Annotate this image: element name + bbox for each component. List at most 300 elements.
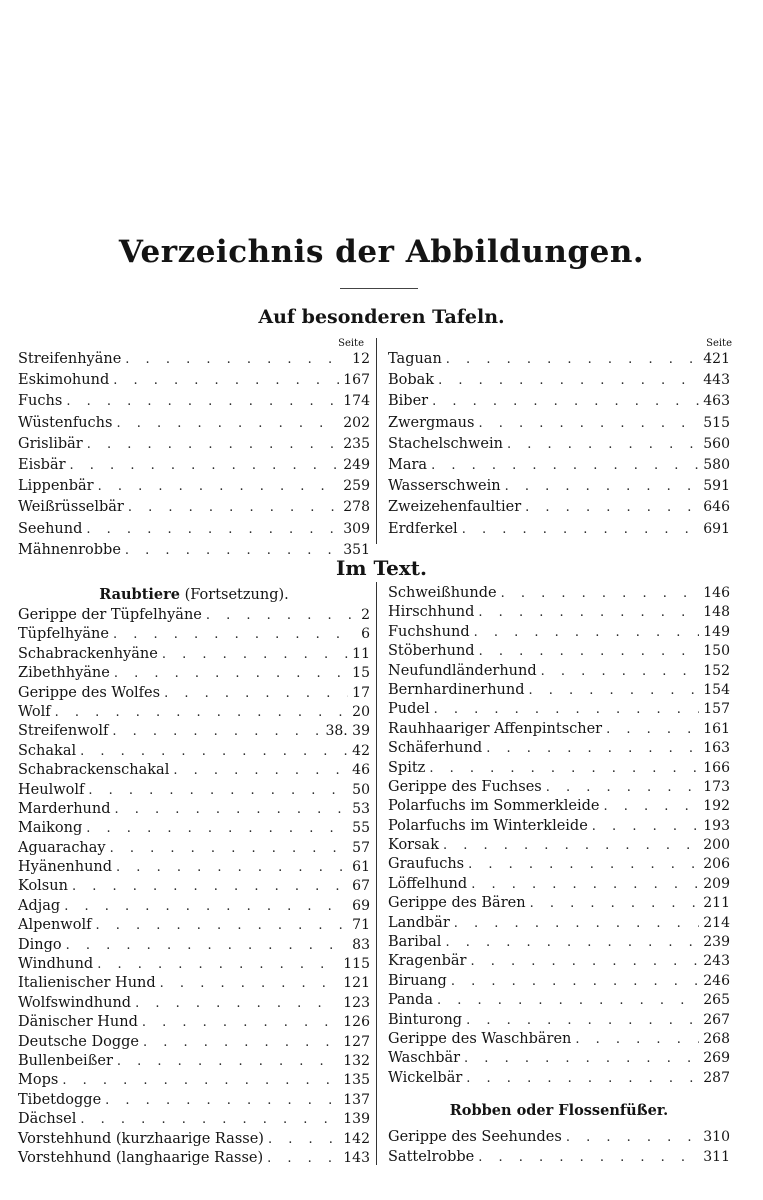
title-rule bbox=[340, 288, 418, 289]
entry-name: Fuchs bbox=[18, 393, 63, 410]
entry-page-number: 53 bbox=[352, 800, 370, 817]
dot-leader bbox=[462, 519, 700, 540]
entry-name: Lippenbär bbox=[18, 478, 94, 495]
index-entry bbox=[388, 349, 730, 370]
dot-leader bbox=[62, 1071, 339, 1090]
index-entry bbox=[18, 722, 370, 741]
entry-page-number: 174 bbox=[343, 393, 370, 410]
entry-page-number: 211 bbox=[703, 895, 730, 912]
entry-name: Schabrackenhyäne bbox=[18, 645, 158, 662]
index-entry bbox=[18, 349, 370, 370]
index-entry bbox=[18, 703, 370, 722]
entry-page-number: 142 bbox=[343, 1130, 370, 1147]
dot-leader bbox=[113, 370, 339, 391]
dot-leader bbox=[95, 916, 348, 935]
index-entry bbox=[388, 497, 730, 518]
dot-leader bbox=[451, 972, 699, 991]
dot-leader bbox=[64, 897, 348, 916]
entry-name: Biber bbox=[388, 393, 429, 410]
entry-name: Schäferhund bbox=[388, 740, 483, 757]
index-entry bbox=[388, 778, 730, 797]
index-entry bbox=[388, 1069, 730, 1088]
entry-name: Hirschhund bbox=[388, 604, 475, 621]
entry-name: Mähnenrobbe bbox=[18, 541, 121, 558]
dot-leader bbox=[80, 742, 348, 761]
entry-name: Aguarachay bbox=[18, 839, 106, 856]
index-entry bbox=[18, 370, 370, 391]
entry-page-number: 646 bbox=[703, 499, 730, 516]
entry-name: Gerippe des Waschbären bbox=[388, 1030, 572, 1047]
dot-leader bbox=[113, 625, 357, 644]
dot-leader bbox=[478, 413, 699, 434]
entry-page-number: 154 bbox=[703, 681, 730, 698]
index-entry bbox=[18, 974, 370, 993]
index-entry bbox=[388, 700, 730, 719]
entry-page-number: 15 bbox=[352, 665, 370, 682]
index-entry bbox=[18, 955, 370, 974]
entry-name: Italienischer Hund bbox=[18, 975, 156, 992]
entry-name: Bullenbeißer bbox=[18, 1052, 113, 1069]
index-entry bbox=[18, 819, 370, 838]
index-entry bbox=[388, 972, 730, 991]
page-label-right: Seite bbox=[706, 338, 732, 349]
dot-leader bbox=[105, 1091, 339, 1110]
index-entry bbox=[388, 952, 730, 971]
entry-name: Gerippe des Bären bbox=[388, 895, 526, 912]
entry-page-number: 200 bbox=[703, 837, 730, 854]
text-entries-right bbox=[388, 584, 730, 1088]
entry-name: Seehund bbox=[18, 520, 83, 537]
entry-page-number: 20 bbox=[352, 703, 370, 720]
dot-leader bbox=[446, 349, 699, 370]
entry-name: Dächsel bbox=[18, 1111, 77, 1128]
entry-name: Wolf bbox=[18, 703, 51, 720]
entry-page-number: 12 bbox=[352, 351, 370, 367]
index-entry bbox=[388, 914, 730, 933]
dot-leader bbox=[55, 703, 349, 722]
entry-name: Baribal bbox=[388, 934, 442, 951]
index-entry bbox=[18, 1110, 370, 1129]
entry-name: Marderhund bbox=[18, 800, 111, 817]
dot-leader bbox=[110, 839, 349, 858]
dot-leader bbox=[431, 455, 699, 476]
dot-leader bbox=[575, 1030, 699, 1049]
plates-list-left bbox=[18, 349, 370, 561]
dot-leader bbox=[466, 1069, 699, 1088]
index-entry bbox=[18, 761, 370, 780]
entry-page-number: 150 bbox=[703, 643, 730, 660]
entry-name: Alpenwolf bbox=[18, 917, 92, 934]
index-entry bbox=[18, 742, 370, 761]
dot-leader bbox=[267, 1149, 339, 1168]
index-entry bbox=[18, 476, 370, 497]
entry-page-number: 515 bbox=[703, 414, 730, 431]
dot-leader bbox=[206, 606, 357, 625]
entry-name: Mops bbox=[18, 1072, 59, 1089]
dot-leader bbox=[66, 391, 339, 412]
index-entry bbox=[18, 684, 370, 703]
entry-page-number: 246 bbox=[703, 972, 730, 989]
entry-page-number: 193 bbox=[703, 817, 730, 834]
dot-leader bbox=[470, 952, 699, 971]
dot-leader bbox=[566, 1128, 699, 1147]
index-entry bbox=[18, 497, 370, 518]
index-entry bbox=[18, 519, 370, 540]
text-entries-right-after bbox=[388, 1128, 730, 1167]
dot-leader bbox=[98, 476, 340, 497]
entry-name: Vorstehhund (kurzhaarige Rasse) bbox=[18, 1130, 264, 1147]
dot-leader bbox=[546, 778, 700, 797]
entry-name: Erdferkel bbox=[388, 520, 458, 537]
index-entry bbox=[18, 877, 370, 896]
entry-name: Schakal bbox=[18, 742, 77, 759]
index-entry bbox=[18, 606, 370, 625]
entry-name: Eskimohund bbox=[18, 372, 110, 389]
entry-page-number: 287 bbox=[703, 1069, 730, 1086]
dot-leader bbox=[486, 739, 699, 758]
index-entry bbox=[388, 434, 730, 455]
entry-page-number: 591 bbox=[703, 478, 730, 495]
dot-leader bbox=[268, 1130, 339, 1149]
entry-page-number: 148 bbox=[703, 604, 730, 621]
index-entry bbox=[18, 1052, 370, 1071]
column-divider-plates bbox=[376, 338, 377, 544]
entry-name: Rauhhaariger Affenpintscher bbox=[388, 720, 603, 737]
entry-name: Schweißhunde bbox=[388, 585, 497, 601]
left-subhead bbox=[18, 584, 370, 606]
index-entry bbox=[388, 720, 730, 739]
dot-leader bbox=[501, 584, 700, 603]
index-entry bbox=[388, 519, 730, 540]
entry-name: Gerippe des Seehundes bbox=[388, 1129, 562, 1146]
entry-page-number: 38. 39 bbox=[325, 723, 370, 740]
dot-leader bbox=[86, 519, 339, 540]
entry-name: Dänischer Hund bbox=[18, 1014, 138, 1031]
index-entry bbox=[18, 455, 370, 476]
entry-name: Wolfswindhund bbox=[18, 994, 132, 1011]
entry-name: Hyänenhund bbox=[18, 859, 113, 876]
entry-name: Streifenwolf bbox=[18, 723, 109, 740]
index-entry bbox=[18, 781, 370, 800]
entry-page-number: 243 bbox=[703, 953, 730, 970]
entry-page-number: 61 bbox=[352, 859, 370, 876]
entry-page-number: 42 bbox=[352, 742, 370, 759]
index-entry bbox=[388, 370, 730, 391]
entry-name: Sattelrobbe bbox=[388, 1148, 475, 1165]
entry-page-number: 71 bbox=[352, 917, 370, 934]
entry-name: Korsak bbox=[388, 837, 439, 854]
entry-page-number: 214 bbox=[703, 914, 730, 931]
entry-name: Stachelschwein bbox=[388, 435, 503, 452]
entry-name: Wüstenfuchs bbox=[18, 414, 113, 431]
dot-leader bbox=[541, 662, 700, 681]
dot-leader bbox=[162, 645, 348, 664]
dot-leader bbox=[604, 797, 700, 816]
index-entry bbox=[18, 625, 370, 644]
index-entry bbox=[388, 603, 730, 622]
index-entry bbox=[18, 391, 370, 412]
entry-page-number: 580 bbox=[703, 456, 730, 473]
entry-page-number: 173 bbox=[703, 778, 730, 795]
dot-leader bbox=[478, 603, 699, 622]
entry-name: Zibethhyäne bbox=[18, 665, 110, 682]
index-entry bbox=[18, 994, 370, 1013]
entry-page-number: 278 bbox=[343, 499, 370, 516]
index-entry bbox=[388, 455, 730, 476]
entry-name: Polarfuchs im Sommerkleide bbox=[388, 798, 600, 815]
entry-name: Gerippe des Wolfes bbox=[18, 684, 161, 701]
dot-leader bbox=[114, 664, 348, 683]
entry-page-number: 309 bbox=[343, 520, 370, 537]
index-entry bbox=[388, 476, 730, 497]
dot-leader bbox=[478, 1148, 699, 1167]
index-entry bbox=[388, 933, 730, 952]
text-list-right bbox=[388, 584, 730, 1167]
index-entry bbox=[388, 391, 730, 412]
index-entry bbox=[388, 991, 730, 1010]
dot-leader bbox=[116, 858, 348, 877]
index-entry bbox=[18, 916, 370, 935]
dot-leader bbox=[87, 434, 340, 455]
entry-name: Gerippe der Tüpfelhyäne bbox=[18, 607, 202, 623]
index-entry bbox=[388, 797, 730, 816]
index-entry bbox=[18, 1071, 370, 1090]
entry-name: Vorstehhund (langhaarige Rasse) bbox=[18, 1149, 264, 1166]
index-entry bbox=[18, 1130, 370, 1149]
entry-page-number: 157 bbox=[703, 701, 730, 718]
entry-page-number: 268 bbox=[703, 1030, 730, 1047]
dot-leader bbox=[66, 936, 349, 955]
dot-leader bbox=[173, 761, 348, 780]
index-entry bbox=[18, 1033, 370, 1052]
entry-page-number: 149 bbox=[703, 623, 730, 640]
entry-name: Eisbär bbox=[18, 456, 66, 473]
index-entry bbox=[388, 413, 730, 434]
dot-leader bbox=[468, 855, 699, 874]
entry-name: Neufundländerhund bbox=[388, 662, 537, 679]
dot-leader bbox=[128, 497, 339, 518]
dot-leader bbox=[125, 349, 348, 370]
entry-page-number: 209 bbox=[703, 875, 730, 892]
entry-name: Binturong bbox=[388, 1011, 463, 1028]
entry-page-number: 123 bbox=[343, 994, 370, 1011]
entry-page-number: 560 bbox=[703, 435, 730, 452]
entry-page-number: 146 bbox=[703, 585, 730, 601]
entry-page-number: 126 bbox=[343, 1014, 370, 1031]
dot-leader bbox=[429, 759, 699, 778]
dot-leader bbox=[507, 434, 699, 455]
entry-page-number: 137 bbox=[343, 1091, 370, 1108]
index-entry bbox=[18, 434, 370, 455]
dot-leader bbox=[434, 700, 700, 719]
index-entry bbox=[388, 739, 730, 758]
entry-name: Gerippe des Fuchses bbox=[388, 778, 542, 795]
entry-name: Wickelbär bbox=[388, 1069, 463, 1086]
column-divider-text bbox=[376, 582, 377, 1165]
entry-page-number: 235 bbox=[343, 435, 370, 452]
entry-name: Weißrüsselbär bbox=[18, 499, 124, 516]
dot-leader bbox=[529, 681, 700, 700]
index-entry bbox=[18, 413, 370, 434]
entry-page-number: 57 bbox=[352, 839, 370, 856]
dot-leader bbox=[474, 623, 700, 642]
index-entry bbox=[388, 1128, 730, 1147]
entry-name: Landbär bbox=[388, 914, 450, 931]
index-entry bbox=[388, 894, 730, 913]
entry-name: Bobak bbox=[388, 372, 435, 389]
entry-name: Stöberhund bbox=[388, 643, 475, 660]
index-entry bbox=[388, 875, 730, 894]
index-entry bbox=[388, 642, 730, 661]
dot-leader bbox=[86, 819, 348, 838]
dot-leader bbox=[592, 817, 699, 836]
dot-leader bbox=[530, 894, 700, 913]
entry-page-number: 206 bbox=[703, 856, 730, 873]
index-entry bbox=[388, 584, 730, 603]
entry-page-number: 67 bbox=[352, 878, 370, 895]
entry-name: Zweizehenfaultier bbox=[388, 499, 522, 516]
index-entry bbox=[18, 1013, 370, 1032]
dot-leader bbox=[117, 1052, 339, 1071]
entry-page-number: 310 bbox=[703, 1129, 730, 1146]
dot-leader bbox=[432, 391, 699, 412]
index-entry bbox=[18, 1091, 370, 1110]
index-entry bbox=[18, 858, 370, 877]
entry-page-number: 135 bbox=[343, 1072, 370, 1089]
entry-name: Deutsche Dogge bbox=[18, 1033, 139, 1050]
entry-name: Spitz bbox=[388, 759, 426, 776]
index-entry bbox=[18, 645, 370, 664]
entry-page-number: 2 bbox=[361, 607, 370, 623]
entry-page-number: 121 bbox=[343, 975, 370, 992]
entry-name: Panda bbox=[388, 992, 434, 1009]
entry-name: Wasserschwein bbox=[388, 478, 501, 495]
dot-leader bbox=[135, 994, 339, 1013]
right-subhead-label: Robben oder Flossenfüßer. bbox=[449, 1102, 669, 1120]
entry-name: Windhund bbox=[18, 956, 94, 973]
dot-leader bbox=[464, 1049, 699, 1068]
entry-page-number: 269 bbox=[703, 1050, 730, 1067]
dot-leader bbox=[115, 800, 349, 819]
text-heading: Im Text. bbox=[336, 556, 427, 580]
index-entry bbox=[388, 759, 730, 778]
dot-leader bbox=[160, 974, 340, 993]
entry-page-number: 17 bbox=[352, 684, 370, 701]
left-subhead-rest: (Fortsetzung). bbox=[184, 587, 289, 603]
index-entry bbox=[388, 662, 730, 681]
entry-page-number: 239 bbox=[703, 934, 730, 951]
text-entries-left bbox=[18, 606, 370, 1168]
index-entry bbox=[388, 1011, 730, 1030]
entry-page-number: 152 bbox=[703, 662, 730, 679]
index-entry bbox=[388, 1030, 730, 1049]
dot-leader bbox=[466, 1011, 699, 1030]
dot-leader bbox=[445, 933, 699, 952]
dot-leader bbox=[112, 722, 321, 741]
entry-page-number: 161 bbox=[703, 720, 730, 737]
entry-name: Streifenhyäne bbox=[18, 351, 122, 367]
dot-leader bbox=[443, 836, 699, 855]
entry-name: Graufuchs bbox=[388, 856, 465, 873]
entry-page-number: 463 bbox=[703, 393, 730, 410]
entry-name: Heulwolf bbox=[18, 781, 85, 798]
entry-name: Fuchshund bbox=[388, 623, 470, 640]
entry-name: Bernhardinerhund bbox=[388, 681, 525, 698]
entry-name: Tüpfelhyäne bbox=[18, 626, 109, 643]
entry-page-number: 351 bbox=[343, 541, 370, 558]
index-entry bbox=[388, 836, 730, 855]
entry-page-number: 259 bbox=[343, 478, 370, 495]
entry-page-number: 55 bbox=[352, 820, 370, 837]
entry-page-number: 50 bbox=[352, 781, 370, 798]
entry-page-number: 127 bbox=[343, 1033, 370, 1050]
entry-page-number: 46 bbox=[352, 762, 370, 779]
dot-leader bbox=[70, 455, 340, 476]
entry-name: Kolsun bbox=[18, 878, 68, 895]
dot-leader bbox=[142, 1013, 339, 1032]
dot-leader bbox=[505, 476, 700, 497]
plates-heading: Auf besonderen Tafeln. bbox=[258, 306, 505, 328]
entry-name: Kragenbär bbox=[388, 953, 467, 970]
entry-page-number: 202 bbox=[343, 414, 370, 431]
entry-name: Polarfuchs im Winterkleide bbox=[388, 817, 588, 834]
entry-name: Mara bbox=[388, 456, 428, 473]
entry-name: Biruang bbox=[388, 972, 447, 989]
index-entry bbox=[18, 897, 370, 916]
dot-leader bbox=[116, 413, 339, 434]
entry-name: Dingo bbox=[18, 936, 62, 953]
entry-page-number: 11 bbox=[352, 645, 370, 662]
entry-page-number: 249 bbox=[343, 456, 370, 473]
dot-leader bbox=[97, 955, 339, 974]
entry-page-number: 83 bbox=[352, 936, 370, 953]
entry-page-number: 192 bbox=[703, 798, 730, 815]
entry-name: Adjag bbox=[18, 897, 61, 914]
entry-page-number: 311 bbox=[703, 1148, 730, 1165]
entry-page-number: 115 bbox=[343, 956, 370, 973]
entry-page-number: 166 bbox=[703, 759, 730, 776]
plates-list-right bbox=[388, 349, 730, 540]
index-entry bbox=[18, 664, 370, 683]
index-entry bbox=[388, 681, 730, 700]
entry-name: Maikong bbox=[18, 820, 83, 837]
dot-leader bbox=[143, 1033, 339, 1052]
entry-name: Schabrackenschakal bbox=[18, 762, 170, 779]
entry-page-number: 6 bbox=[361, 626, 370, 643]
dot-leader bbox=[471, 875, 699, 894]
entry-name: Pudel bbox=[388, 701, 430, 718]
page-title: Verzeichnis der Abbildungen. bbox=[118, 234, 645, 270]
entry-page-number: 167 bbox=[343, 372, 370, 389]
entry-name: Zwergmaus bbox=[388, 414, 475, 431]
entry-page-number: 265 bbox=[703, 992, 730, 1009]
index-entry bbox=[18, 1149, 370, 1168]
entry-name: Grislibär bbox=[18, 435, 83, 452]
dot-leader bbox=[88, 781, 348, 800]
entry-page-number: 421 bbox=[703, 351, 730, 367]
entry-name: Tibetdogge bbox=[18, 1091, 102, 1108]
entry-page-number: 132 bbox=[343, 1052, 370, 1069]
index-entry bbox=[18, 936, 370, 955]
index-entry bbox=[388, 1049, 730, 1068]
entry-page-number: 139 bbox=[343, 1111, 370, 1128]
entry-page-number: 143 bbox=[343, 1149, 370, 1166]
entry-page-number: 691 bbox=[703, 520, 730, 537]
entry-name: Löffelhund bbox=[388, 875, 468, 892]
index-entry bbox=[388, 855, 730, 874]
right-subhead bbox=[388, 1088, 730, 1128]
dot-leader bbox=[438, 370, 699, 391]
